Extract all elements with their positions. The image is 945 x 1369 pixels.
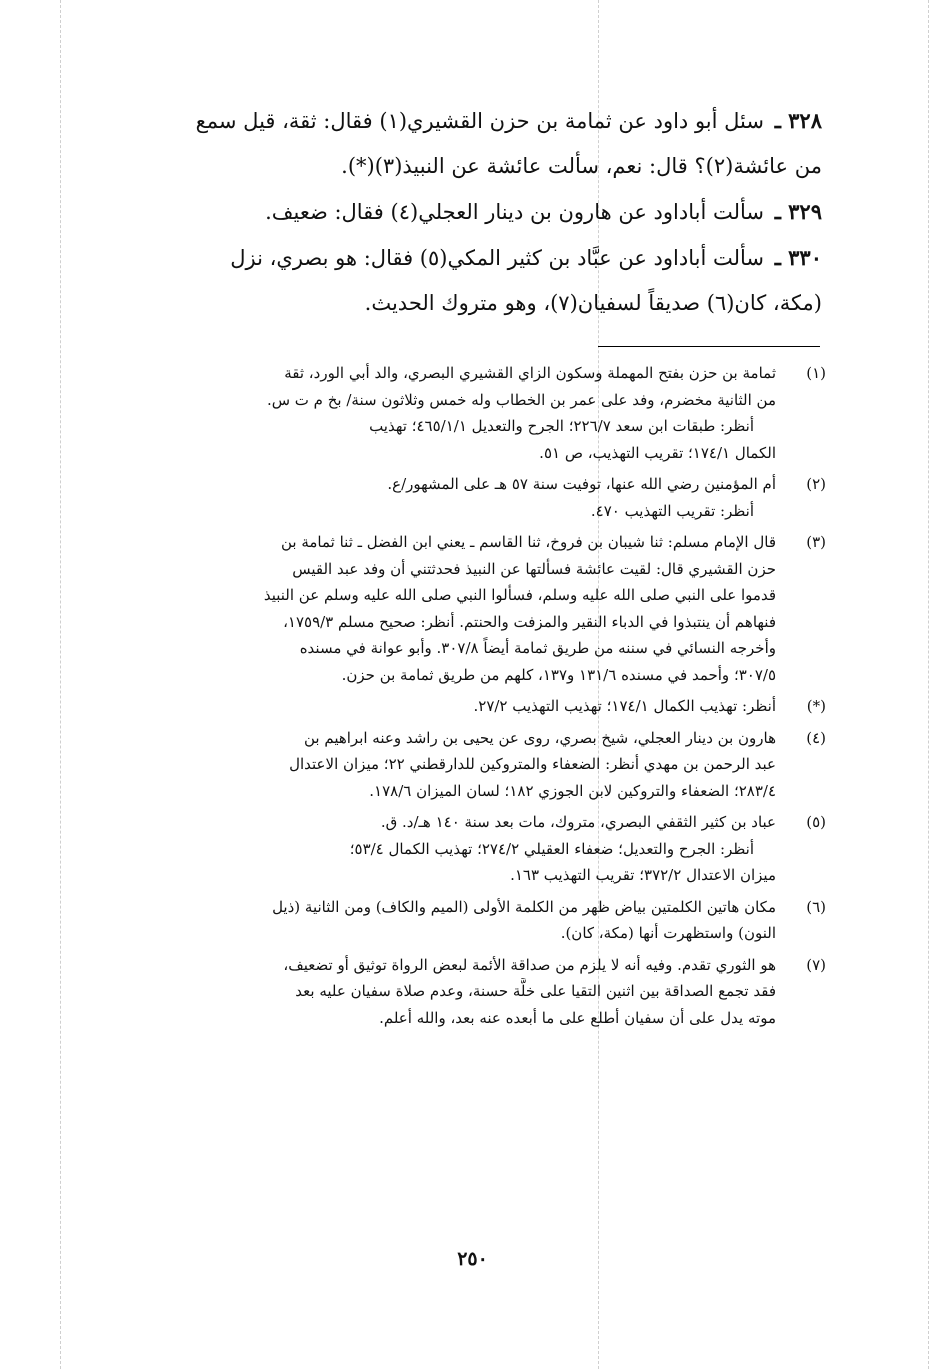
footnote-line: أنظر: طبقات ابن سعد ٢٢٦/٧؛ الجرح والتعديل ٤٦٥/١/١؛ تهذيب xyxy=(369,417,754,435)
footnote-marker: (*) xyxy=(806,697,826,715)
footnote-line: ٣٠٧/٥؛ وأحمد في مسنده ١٣١/٦ و١٣٧، كلهم من طريق ثمامة بن حزن. xyxy=(341,665,776,684)
footnote-body xyxy=(118,809,776,889)
footnote-line: أنظر: الجرح والتعديل؛ ضعفاء العقيلي ٢٧٤/٢؛ تهذيب الكمال ٥٣/٤؛ xyxy=(349,839,754,858)
main-text xyxy=(110,98,822,326)
page-number: ٢٥٠ xyxy=(457,1248,488,1270)
footnote-line: النون) واستظهرت أنها (مكة، كان). xyxy=(560,924,776,942)
footnote xyxy=(118,360,826,466)
footnote-body xyxy=(118,693,776,720)
footnote-line: مكان هاتين الكلمتين بياض ظهر من الكلمة الأولى (الميم والكاف) ومن الثانية (ذيل xyxy=(272,897,776,916)
footnote-body xyxy=(118,360,776,466)
entry-number: ٣٢٨ ـ xyxy=(774,108,822,133)
footnotes xyxy=(118,360,826,1036)
footnote-line: قدموا على النبي صلى الله عليه وسلم، فسألوا النبي صلى الله عليه وسلم عن النبيذ xyxy=(263,586,776,604)
footnote-body xyxy=(118,471,776,524)
footnote-marker: (٥) xyxy=(806,813,826,831)
entry-text: سألت أباداود عن هارون بن دينار العجلي(٤) فقال: ضعيف. xyxy=(265,200,764,224)
footnote-divider xyxy=(598,346,820,347)
entry-329 xyxy=(110,189,822,235)
footnote xyxy=(118,693,826,720)
footnote-body xyxy=(118,894,776,947)
footnote-line: وأخرجه النسائي في سننه من طريق ثمامة أيضاً ٣٠٧/٨. وأبو عوانة في مسنده xyxy=(299,639,776,657)
footnote xyxy=(118,529,826,688)
footnote-line: الكمال ١٧٤/١؛ تقريب التهذيب، ص ٥١. xyxy=(539,443,776,462)
entry-number: ٣٣٠ ـ xyxy=(774,245,822,270)
footnote-marker: (٤) xyxy=(806,728,826,747)
footnote-line: أم المؤمنين رضي الله عنها، توفيت سنة ٥٧ هـ على المشهور/ع. xyxy=(387,475,776,493)
footnote-line: فنهاهم أن ينتبذوا في الدباء النقير والمزفت والحنتم. أنظر: صحيح مسلم ١٧٥٩/٣، xyxy=(283,612,776,631)
footnote-body xyxy=(118,725,776,805)
entry-text: (مكة، كان(٦) صديقاً لسفيان(٧)، وهو متروك الحديث. xyxy=(364,291,822,315)
entry-text: سئل أبو داود عن ثمامة بن حزن القشيري(١) فقال: ثقة، قيل سمع xyxy=(195,109,764,133)
footnote-marker: (٢) xyxy=(806,475,826,493)
footnote-line: أنظر: تقريب التهذيب ٤٧٠. xyxy=(590,501,754,520)
footnote-line: موته يدل على أن سفيان أطلع على ما أبعده عنه بعد، والله أعلم. xyxy=(379,1008,776,1027)
footnote-body xyxy=(118,952,776,1032)
footnote-body xyxy=(118,529,776,688)
footnote xyxy=(118,471,826,524)
footnote-line: ميزان الاعتدال ٣٧٢/٢؛ تقريب التهذيب ١٦٣. xyxy=(510,866,776,884)
footnote xyxy=(118,809,826,889)
entry-330 xyxy=(110,235,822,326)
footnote-line: عبد الرحمن بن مهدي أنظر: الضعفاء والمتروكين للدارقطني ٢٢؛ ميزان الاعتدال xyxy=(289,755,776,773)
footnote-line: حزن القشيري قال: لقيت عائشة فسألتها عن النبيذ فحدثتني أن وفد عبد القيس xyxy=(292,559,776,578)
footnote-marker: (٦) xyxy=(806,897,826,916)
footnote-line: ٢٨٣/٤؛ الضعفاء والتروكين لابن الجوزي ١٨٢؛ لسان الميزان ١٧٨/٦. xyxy=(369,781,776,800)
footnote-marker: (٣) xyxy=(806,533,826,551)
entry-328 xyxy=(110,98,822,189)
footnote-line: من الثانية مخضرم، وفد على عمر بن الخطاب وله خمس وثلاثون سنة/ بخ م ت س. xyxy=(266,390,776,409)
footnote-line: قال الإمام مسلم: ثنا شيبان بن فروخ، ثنا القاسم ـ يعني ابن الفضل ـ ثنا ثمامة بن xyxy=(280,533,776,551)
footnote-line: فقد تجمع الصداقة بين اثنين التقيا على خلَّة حسنة، وعدم صلاة سفيان عليه بعد xyxy=(295,982,776,1000)
entry-text: سألت أباداود عن عبَّاد بن كثير المكي(٥) فقال: هو بصري، نزل xyxy=(230,246,764,270)
footnote-line: ثمامة بن حزن بفتح المهملة وسكون الزاي القشيري البصري، والد أبي الورد، ثقة xyxy=(284,364,776,382)
footnote-line: هارون بن دينار العجلي، شيخ بصري، روى عن يحيى بن راشد وعنه ابراهيم بن xyxy=(303,728,776,747)
entry-number: ٣٢٩ ـ xyxy=(774,199,822,224)
footnote xyxy=(118,952,826,1032)
footnote-line: هو الثوري تقدم. وفيه أنه لا يلزم من صداقة الأئمة لبعض الرواة توثيق أو تضعيف، xyxy=(283,955,776,974)
footnote-line: عباد بن كثير الثقفي البصري، متروك، مات بعد سنة ١٤٠ هـ/د. ق. xyxy=(380,813,776,831)
footnote xyxy=(118,725,826,805)
entry-text: من عائشة(٢)؟ قال: نعم، سألت عائشة عن النبيذ(٣)(*). xyxy=(341,154,822,178)
footnote xyxy=(118,894,826,947)
footnote-marker: (٧) xyxy=(806,955,826,974)
footnote-marker: (١) xyxy=(806,364,826,382)
footnote-line: أنظر: تهذيب الكمال ١٧٤/١؛ تهذيب التهذيب ٢٧/٢. xyxy=(473,697,776,715)
